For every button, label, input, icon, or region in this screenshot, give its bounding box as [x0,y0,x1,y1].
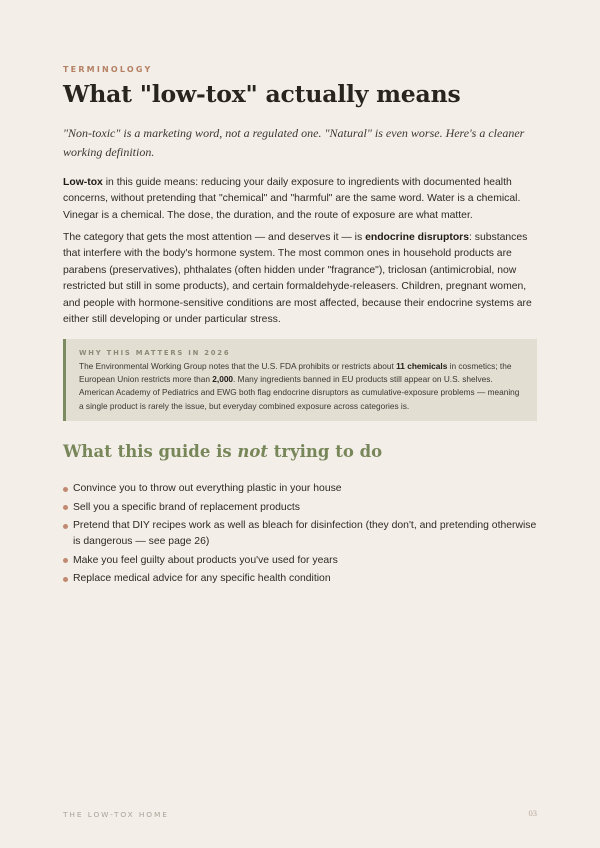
heading-part: What this guide is [63,442,238,461]
bullet-dot-icon [63,558,68,563]
footer-brand: THE LOW-TOX HOME [63,810,169,819]
callout-text-part: in cosmetics; the European Union restricts more than [79,361,512,385]
callout-stat-eu: 2,000 [212,374,234,385]
section-eyebrow: TERMINOLOGY [63,65,153,74]
bullet-dot-icon [63,577,68,582]
callout-text-part: The Environmental Working Group notes that the U.S. FDA prohibits or restricts about [79,361,397,371]
callout-stat-fda: 11 chemicals [396,361,448,371]
list-item-text: Convince you to throw out everything plastic in your house [73,483,342,494]
heading-part: trying to do [268,442,383,461]
lede-text: "Non-toxic" is a marketing word, not a regulated one. "Natural" is even worse. Here's a cleaner working definition. [63,126,525,159]
callout-text-part: . Many ingredients banned in EU products still appear on U.S. shelves. American Academy of Pediatrics and EWG both flag endocrine disruptors as cumulative-exposure problems — meaning a single product is rarely the issue, but everyday combined exposure across categories is. [79,374,520,411]
callout-label: WHY THIS MATTERS IN 2026 [79,349,231,357]
definition-paragraph [63,175,537,224]
list-item-text: Make you feel guilty about products you've used for years [73,554,338,566]
endocrine-text-before: The category that gets the most attention — and deserves it — is [63,232,366,243]
callout-box [63,339,537,421]
endocrine-paragraph [63,230,537,328]
term-endocrine-disruptors: endocrine disruptors [365,232,469,243]
list-item [63,571,537,587]
callout-text [79,360,525,413]
bullet-dot-icon [63,505,68,510]
page-title: What "low-tox" actually means [63,80,461,108]
not-doing-list [63,481,537,590]
term-low-tox: Low-tox [63,177,103,188]
list-item [63,518,537,550]
endocrine-text-after: : substances that interfere with the body's hormone system. The most common ones in household products are parabens (preservatives), phthalates (often hidden under "fragrance"), triclosan (antimicrobial, now restricted but still in some products), and certain formaldehyde-releasers. Children, pregnant women, and people with hormone-sensitive conditions are most affected, because their endocrine systems are either still developing or under particular stress. [63,232,532,326]
page-number: 03 [528,808,537,818]
heading-emphasis: not [237,442,269,461]
definition-text: in this guide means: reducing your daily exposure to ingredients with documented health concerns, without pretending that "chemical" and "harmful" are the same word. Water is a chemical. Vinegar is a chemical. The dose, the duration, and the route of exposure are what matter. [63,177,521,221]
list-item [63,500,537,516]
bullet-dot-icon [63,524,68,529]
bullet-dot-icon [63,487,68,492]
section-heading [63,442,382,461]
list-item [63,553,537,569]
list-item [63,481,537,497]
list-item-text: Pretend that DIY recipes work as well as bleach for disinfection (they don't, and pretending otherwise is dangerous — see page 26) [73,520,537,548]
list-item-text: Sell you a specific brand of replacement products [73,501,300,513]
list-item-text: Replace medical advice for any specific health condition [73,573,331,585]
